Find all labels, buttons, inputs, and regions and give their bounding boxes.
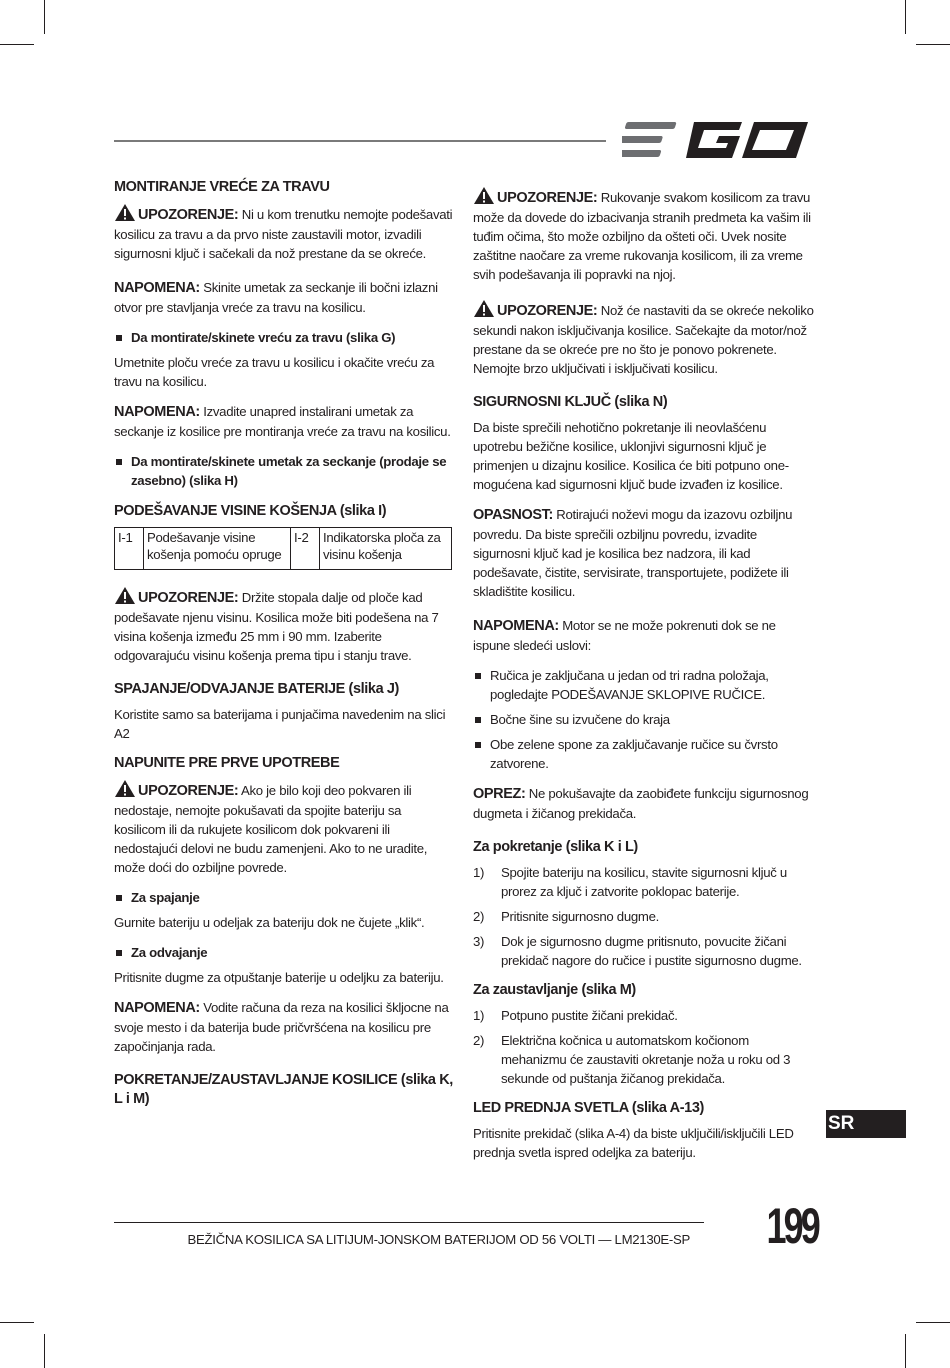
list-item bbox=[473, 1031, 815, 1088]
crop-mark bbox=[0, 1322, 34, 1323]
section-title: SPAJANJE/ODVAJANJE BATERIJE (slika J) bbox=[114, 681, 399, 697]
note-paragraph bbox=[473, 616, 815, 655]
table-row bbox=[115, 528, 452, 570]
body-paragraph: Da biste sprečili nehotično pokretanje ili neovlašćenu upotrebu bežične kosilice, uklonjivi sigurnosni ključ je primenjen u dizajnu kosilice. Kosilica će biti potpuno one-mogućena kad sigurnosni ključ bude izvađen iz kosilice. bbox=[473, 420, 789, 492]
note-text: Izvadite unapred instalirani umetak za seckanje iz kosilice pre montiranja vreće za travu na kosilicu. bbox=[114, 404, 451, 439]
section-title: POKRETANJE/ZAUSTAVLJANJE KOSILICE (slika K, L i M) bbox=[114, 1072, 453, 1107]
warning-text: Ni u kom trenutku nemojte podešavati kosilicu za travu a da prvo niste zaustavili motor, izvadili sigurnosni ključ i sačekali da nož prestane da se okreće. bbox=[114, 207, 453, 261]
bullet-heading: Za spajanje bbox=[114, 888, 454, 907]
list-item bbox=[473, 863, 815, 901]
right-column bbox=[473, 186, 815, 1173]
note-text: Skinite umetak za seckanje ili bočni izlazni otvor pre stavljanja vreće za travu na kosilicu. bbox=[114, 280, 438, 315]
body-paragraph: Pritisnite dugme za otpuštanje baterije u odeljku za bateriju. bbox=[114, 970, 444, 985]
section-title: LED PREDNJA SVETLA (slika A-13) bbox=[473, 1100, 704, 1116]
step-number: 2) bbox=[473, 1033, 485, 1048]
warning-paragraph bbox=[473, 299, 815, 378]
step-number: 1) bbox=[473, 1008, 485, 1023]
ego-logo bbox=[622, 118, 810, 162]
caution-label: OPREZ: bbox=[473, 786, 526, 802]
warning-icon bbox=[473, 186, 495, 205]
note-label: NAPOMENA: bbox=[473, 618, 559, 634]
footer-rule bbox=[114, 1222, 704, 1223]
warning-icon bbox=[114, 203, 136, 222]
section-title: MONTIRANJE VREĆE ZA TRAVU bbox=[114, 179, 330, 195]
step-text: Dok je sigurnosno dugme pritisnuto, povucite žičani prekidač nagore do ručice i pustite sigurnosno dugme. bbox=[501, 934, 802, 968]
note-paragraph bbox=[114, 998, 454, 1056]
warning-paragraph bbox=[473, 186, 815, 284]
warning-text: Držite stopala dalje od ploče kad podešavate njenu visinu. Kosilica može biti podešena na 7 visina košenja između 25 mm i 90 mm. Izaberite odgovarajuću visinu košenja prema tipu i stanju trave. bbox=[114, 590, 439, 663]
list-item bbox=[473, 932, 815, 970]
note-paragraph bbox=[114, 278, 454, 317]
table-cell: I-2 bbox=[291, 528, 320, 570]
table-cell: I-1 bbox=[115, 528, 144, 570]
warning-paragraph bbox=[114, 586, 454, 665]
step-text: Spojite bateriju na kosilicu, stavite sigurnosni ključ u prorez za ključ i zatvorite poklopac baterije. bbox=[501, 865, 787, 899]
note-text: Motor se ne može pokrenuti dok se ne ispune sledeći uslovi: bbox=[473, 618, 776, 653]
list-item bbox=[473, 907, 815, 926]
warning-paragraph bbox=[114, 203, 454, 263]
note-paragraph bbox=[114, 402, 454, 441]
step-number: 1) bbox=[473, 865, 485, 880]
crop-mark bbox=[44, 0, 45, 34]
warning-icon bbox=[114, 779, 136, 798]
note-label: NAPOMENA: bbox=[114, 1000, 200, 1016]
body-paragraph: Pritisnite prekidač (slika A-4) da biste uključili/isključili LED prednja svetla ispred odeljka za bateriju. bbox=[473, 1126, 794, 1160]
warning-paragraph bbox=[114, 779, 454, 877]
warning-text: Rukovanje svakom kosilicom za travu može da dovede do izbacivanja stranih predmeta ka vašim ili tuđim očima, što može ozbiljno da ošteti oči. Uvek nosite zaštitne naočare za vreme rukovanja kosilicom, ili za vreme svih podešavanja ili popravki na njoj. bbox=[473, 190, 811, 282]
table-cell: Indikatorska ploča za visinu košenja bbox=[320, 528, 452, 570]
body-paragraph: Koristite samo sa baterijama i punjačima navedenim na slici A2 bbox=[114, 707, 446, 741]
language-tab-label: SR bbox=[828, 1113, 855, 1134]
danger-label: OPASNOST: bbox=[473, 507, 553, 523]
header-rule bbox=[114, 140, 606, 142]
page-number: 199 bbox=[766, 1198, 818, 1254]
table-cell: Podešavanje visine košenja pomoću opruge bbox=[144, 528, 291, 570]
left-column bbox=[114, 178, 454, 1115]
warning-label: UPOZORENJE: bbox=[497, 190, 598, 206]
bullet-heading: Da montirate/skinete vreću za travu (slika G) bbox=[114, 328, 454, 347]
section-title: NAPUNITE PRE PRVE UPOTREBE bbox=[114, 755, 340, 771]
note-text: Vodite računa da reza na kosilici škljocne na svoje mesto i da baterija bude pričvršćena na kosilicu pre započinjanja rada. bbox=[114, 1000, 449, 1054]
parts-table bbox=[114, 527, 452, 570]
section-title: PODEŠAVANJE VISINE KOŠENJA (slika I) bbox=[114, 503, 387, 519]
body-paragraph: Gurnite bateriju u odeljak za bateriju dok ne čujete „klik“. bbox=[114, 915, 425, 930]
step-text: Pritisnite sigurnosno dugme. bbox=[501, 909, 659, 924]
footer-title: BEŽIČNA KOSILICA SA LITIJUM-JONSKOM BATERIJOM OD 56 VOLTI — LM2130E-SP bbox=[187, 1232, 690, 1247]
warning-label: UPOZORENJE: bbox=[138, 207, 239, 223]
list-item: Obe zelene spone za zaključavanje ručice su čvrsto zatvorene. bbox=[473, 735, 815, 773]
crop-mark bbox=[0, 44, 34, 45]
caution-paragraph bbox=[473, 784, 815, 823]
crop-mark bbox=[905, 1334, 906, 1368]
caution-text: Ne pokušavajte da zaobiđete funkciju sigurnosnog dugmeta i žičanog prekidača. bbox=[473, 786, 809, 821]
crop-mark bbox=[916, 1322, 950, 1323]
warning-label: UPOZORENJE: bbox=[497, 303, 598, 319]
crop-mark bbox=[905, 0, 906, 34]
danger-text: Rotirajući noževi mogu da izazovu ozbiljnu povredu. Da biste sprečili ozbiljnu povredu, izvadite sigurnosni ključ kad je kosilica bez nadzora, ili kad podešavate, čistite, servisirate, transportujete, podižete ili skladištite kosilicu. bbox=[473, 507, 793, 599]
section-title: Za pokretanje (slika K i L) bbox=[473, 839, 638, 855]
bullet-heading: Da montirate/skinete umetak za seckanje (prodaje se zasebno) (slika H) bbox=[114, 452, 454, 490]
step-text: Potpuno pustite žičani prekidač. bbox=[501, 1008, 678, 1023]
crop-mark bbox=[44, 1334, 45, 1368]
danger-paragraph bbox=[473, 505, 815, 601]
language-tab bbox=[826, 1110, 906, 1138]
section-title: SIGURNOSNI KLJUČ (slika N) bbox=[473, 394, 668, 410]
warning-text: Nož će nastaviti da se okreće nekoliko sekundi nakon isključivanja kosilice. Sačekajte da motor/nož prestane da se okreće pre no što je ponovo pokrenete. Nemojte brzo uključivati i isključivati kosilicu. bbox=[473, 303, 814, 376]
warning-label: UPOZORENJE: bbox=[138, 590, 239, 606]
warning-icon bbox=[114, 586, 136, 605]
list-item: Bočne šine su izvučene do kraja bbox=[473, 710, 815, 729]
note-label: NAPOMENA: bbox=[114, 404, 200, 420]
list-item: Ručica je zaključana u jedan od tri radna položaja, pogledajte PODEŠAVANJE SKLOPIVE RUČICE. bbox=[473, 666, 815, 704]
note-label: NAPOMENA: bbox=[114, 280, 200, 296]
crop-mark bbox=[916, 44, 950, 45]
bullet-heading: Za odvajanje bbox=[114, 943, 454, 962]
warning-text: Ako je bilo koji deo pokvaren ili nedostaje, nemojte pokušavati da spojite bateriju sa kosilicom ili da rukujete kosilicom dok pokvareni ili nedostajući delovi ne budu zamenjeni. Ako to ne uradite, može doći do ozbiljne povrede. bbox=[114, 783, 428, 875]
warning-icon bbox=[473, 299, 495, 318]
step-number: 2) bbox=[473, 909, 485, 924]
list-item bbox=[473, 1006, 815, 1025]
step-number: 3) bbox=[473, 934, 485, 949]
body-paragraph: Umetnite ploču vreće za travu u kosilicu i okačite vreću za travu na kosilicu. bbox=[114, 355, 435, 389]
warning-label: UPOZORENJE: bbox=[138, 783, 239, 799]
section-title: Za zaustavljanje (slika M) bbox=[473, 982, 636, 998]
step-text: Električna kočnica u automatskom kočionom mehanizmu će zaustaviti okretanje noža u roku od 3 sekunde od puštanja žičanog prekidača. bbox=[501, 1033, 791, 1086]
